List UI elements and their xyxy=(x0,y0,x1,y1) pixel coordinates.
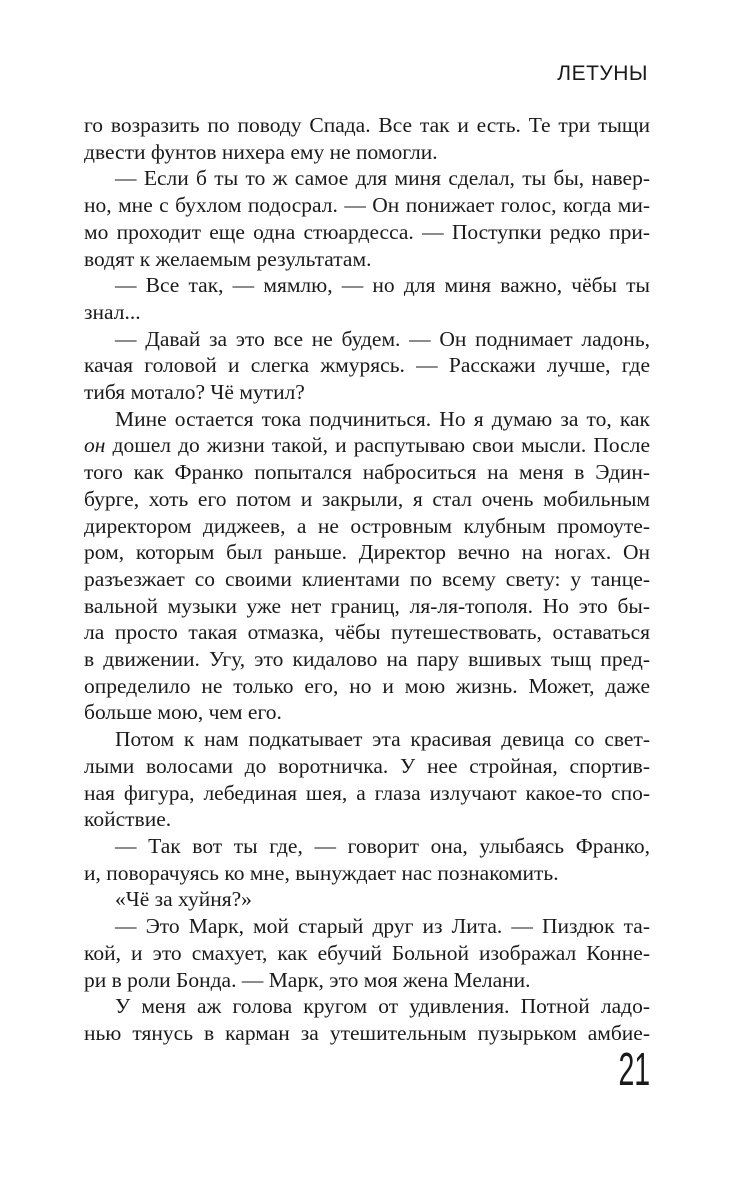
text-line: бурге, хоть его потом и закрыли, я стал очень мобильным xyxy=(84,486,650,511)
page-number: 21 xyxy=(618,1043,650,1095)
text-line: ри в роли Бонда. — Марк, это моя жена Мелани. xyxy=(84,967,531,992)
text-line: — Все так, — мямлю, — но для миня важно, чёбы ты xyxy=(115,273,650,298)
text-line: ром, которым был раньше. Директор вечно на ногах. Он xyxy=(84,540,650,565)
text-line: «Чё за хуйня?» xyxy=(115,887,252,912)
text-line: в движении. Угу, это кидалово на пару вшивых тыщ пред- xyxy=(84,647,650,672)
text-line: вальной музыки уже нет границ, ля-ля-тополя. Но это бы- xyxy=(84,593,650,618)
body-text xyxy=(84,112,650,1047)
text-line: того как Франко попытался наброситься на меня в Эдин- xyxy=(84,460,650,485)
text-line: Мине остается тока подчиниться. Но я думаю за то, как xyxy=(115,406,650,431)
text-line: больше мою, чем его. xyxy=(84,700,282,725)
text-line: тибя мотало? Чё мутил? xyxy=(84,380,305,405)
text-line: койствие. xyxy=(84,807,172,832)
text-line: разъезжает со своими клиентами по всему свету: у танце- xyxy=(84,566,650,591)
text-line: Потом к нам подкатывает эта красивая девица со свет- xyxy=(115,727,650,752)
text-line: ла просто такая отмазка, чёбы путешествовать, оставаться xyxy=(84,620,650,645)
running-head: ЛЕТУНЫ xyxy=(557,62,648,85)
text-line: лыми волосами до воротничка. У нее стройная, спортив- xyxy=(84,753,650,778)
text-line: но, мне с бухлом подосрал. — Он понижает голос, когда ми- xyxy=(84,193,650,218)
text-line: кой, и это смахует, как ебучий Больной изображал Конне- xyxy=(84,940,650,965)
text-line: качая головой и слегка жмурясь. — Расскажи лучше, где xyxy=(84,353,650,378)
text-line: — Так вот ты где, — говорит она, улыбаясь Франко, xyxy=(115,833,650,858)
text-line: — Если б ты то ж самое для миня сделал, ты бы, навер- xyxy=(115,166,650,191)
text-line: двести фунтов нихера ему не помогли. xyxy=(84,139,438,164)
text-line: и, поворачуясь ко мне, вынуждает нас познакомить. xyxy=(84,860,559,885)
text-line: он дошел до жизни такой, и распутываю свои мысли. После xyxy=(84,433,650,458)
text-line: — Давай за это все не будем. — Он поднимает ладонь, xyxy=(115,326,650,351)
text-line: ная фигура, лебединая шея, а глаза излучают какое-то спо- xyxy=(84,780,650,805)
text-line: У меня аж голова кругом от удивления. Потной ладо- xyxy=(115,994,650,1019)
text-line: директором диджеев, а не островным клубным промоуте- xyxy=(84,513,650,538)
emphasis: он xyxy=(84,433,106,458)
text-line: мо проходит еще одна стюардесса. — Поступки редко при- xyxy=(84,219,650,244)
text-line: водят к желаемым результатам. xyxy=(84,246,372,271)
text-line: го возразить по поводу Спада. Все так и есть. Те три тыщи xyxy=(84,113,650,137)
text-line: знал... xyxy=(84,299,141,324)
text-line: определило не только его, но и мою жизнь. Может, даже xyxy=(84,673,650,698)
text-line: нью тянусь в карман за утешительным пузырьком амбие- xyxy=(84,1020,650,1045)
text-line: — Это Марк, мой старый друг из Лита. — Пиздюк та- xyxy=(115,914,650,939)
